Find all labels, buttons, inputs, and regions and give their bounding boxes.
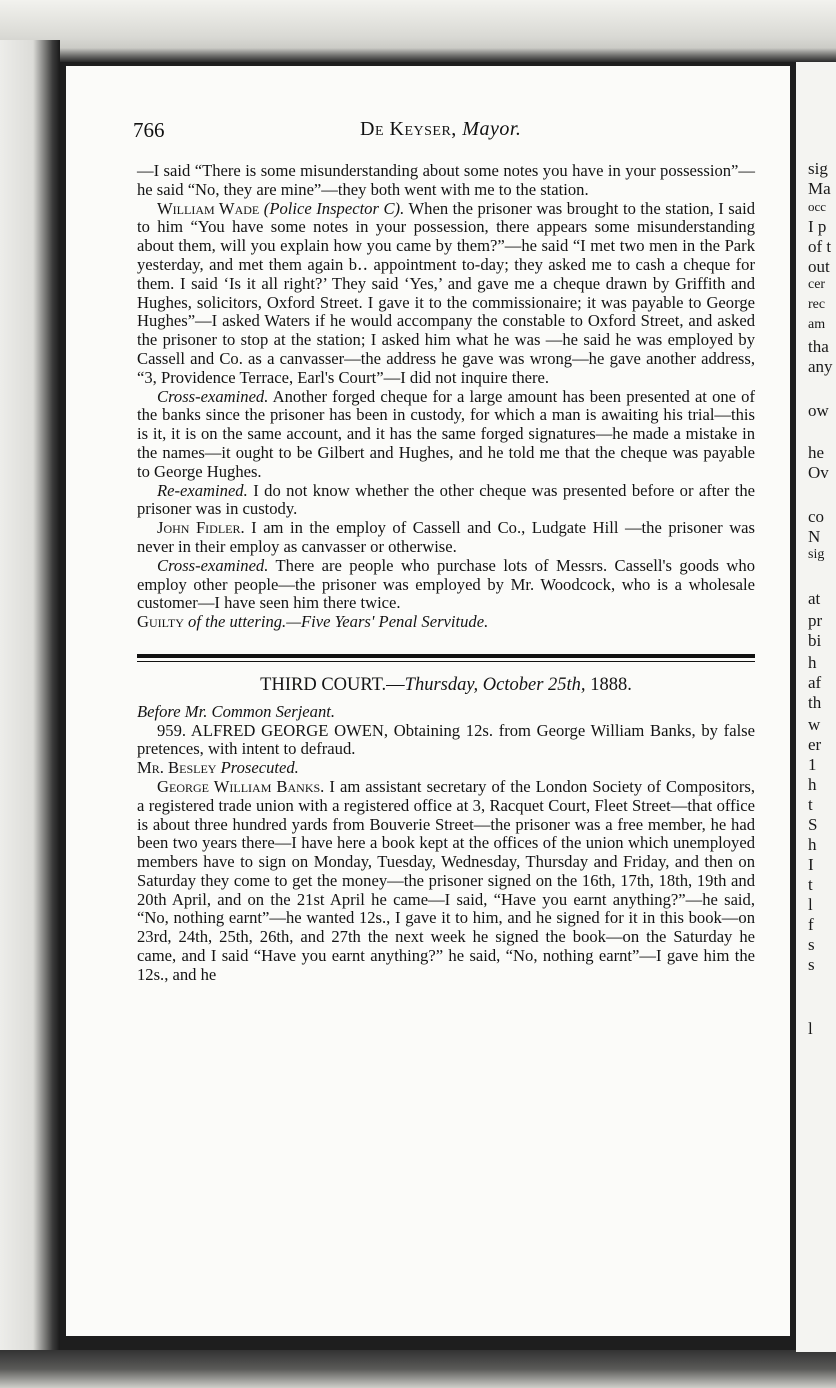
witness-name: William Wade	[157, 198, 260, 218]
adjacent-fragment: er	[808, 735, 822, 754]
running-head-name: De Keyser,	[360, 118, 457, 140]
testimony-text: When the prisoner was brought to the station, I said to him “You have some notes in your possession, there appears some misunderstanding about them, will you explain how you came by them?”—he said “I met two men in the Park yesterday, and met them again b‥ appointment to-day; they asked me to cash a cheque for them. I said ‘Is it all right?’ They said ‘Yes,’ and gave me a cheque drawn by Griffith and Hughes, solicitors, Oxford Street. I gave it to the commissionaire; it was payable to George Hughes”—I asked Waters if he would accompany the constable to Oxford Street, and asked the prisoner to stop at the station; I asked him what he was —he said he was employed by Cassell and Co. as a canvasser—the address he gave was wrong—he gave another address, “3, Providence Terrace, Earl's Court”—I did not inquire there.	[137, 198, 755, 387]
testimony-text: There are people who purchase lots of Messrs. Cassell's goods who employ other people—the prisoner was employed by Mr. Woodcock, who is a wholesale customer—I have seen him there twice.	[137, 555, 755, 613]
adjacent-fragment: h	[808, 775, 817, 794]
examination-label: Re-examined.	[157, 480, 248, 500]
case-number: 959.	[157, 720, 187, 740]
adjacent-fragment: I p	[808, 217, 827, 236]
adjacent-fragment: rec	[808, 297, 826, 312]
adjacent-fragment: 1	[808, 755, 817, 774]
testimony-paragraph	[137, 200, 755, 388]
adjacent-fragment: co	[808, 507, 825, 526]
case-heading	[137, 722, 755, 760]
testimony-paragraph	[137, 519, 755, 557]
adjacent-fragment: any	[808, 357, 833, 376]
testimony-paragraph	[137, 557, 755, 613]
running-head-title: Mayor.	[462, 118, 522, 140]
testimony-paragraph	[137, 482, 755, 520]
testimony-text: I am in the employ of Cassell and Co., Ludgate Hill —the prisoner was never in their employ as canvasser or otherwise.	[137, 518, 755, 556]
court-name: THIRD COURT.—	[260, 674, 405, 695]
witness-name: George William Banks.	[157, 776, 325, 796]
testimony-paragraph	[137, 388, 755, 482]
verdict	[137, 613, 755, 632]
adjacent-fragment: l	[808, 895, 813, 914]
adjacent-fragment: out	[808, 257, 830, 276]
examination-label: Cross-examined.	[157, 555, 269, 575]
testimony-text: Another forged cheque for a large amount has been presented at one of the banks since the prisoner has been in custody, for which a man is awaiting his trial—this is it, it is on the same account, and it has the same forged signatures—he made a mistake in the names—it ought to be Gilbert and Hughes, and he told me that the cheque was payable to George Hughes.	[137, 386, 756, 481]
adjacent-fragment: af	[808, 673, 822, 692]
scan-top-margin	[0, 0, 836, 62]
adjacent-fragment: at	[808, 589, 821, 608]
adjacent-fragment: bi	[808, 631, 822, 650]
page-number: 766	[133, 118, 165, 142]
scan-bottom-margin	[0, 1350, 836, 1388]
testimony-text: I am assistant secretary of the London Society of Compositors, a registered trade union with a registered office at 3, Racquet Court, Fleet Street—that office is about three hundred yards from Bouverie Street—the prisoner was a free member, he had been two years there—I have here a book kept at the offices of the union which unemployed members have to sign on Monday, Tuesday, Wednesday, Thursday and Friday, and then on Saturday they come to get the money—the prisoner signed on the 16th, 17th, 18th, 19th and 20th April, and on the 21st April he came—I said, “Have you earnt anything?”—he said, “No, nothing earnt”—he wanted 12s., I gave it to him, and he signed for it in this book—on 23rd, 24th, 25th, 26th, and 27th the next week he signed the book—on the Saturday he came, and I said “Have you earnt anything?” he said, “No, nothing earnt”—I gave him the 12s., and he	[137, 776, 756, 984]
counsel-line	[137, 759, 755, 778]
adjacent-fragment: Ma	[808, 179, 831, 198]
adjacent-fragment: l	[808, 1019, 813, 1038]
counsel-role: Prosecuted.	[220, 758, 299, 778]
adjacent-fragment: s	[808, 955, 815, 974]
counsel-name: Mr. Besley	[137, 758, 217, 778]
court-year: 1888.	[590, 674, 632, 695]
case-description: ALFRED GEORGE OWEN, Obtaining 12s. from George William Banks, by false pretences, with intent to defraud.	[137, 720, 755, 759]
adjacent-fragment: f	[808, 915, 814, 934]
verdict-word: Guilty	[137, 612, 184, 632]
witness-role: (Police Inspector C).	[263, 198, 405, 218]
adjacent-fragment: Ov	[808, 463, 829, 482]
adjacent-fragment: occ	[808, 199, 827, 214]
adjacent-fragment: S	[808, 815, 818, 834]
judge-line: Before Mr. Common Serjeant.	[137, 701, 336, 721]
witness-name: John Fidler.	[157, 518, 245, 538]
adjacent-fragment: s	[808, 935, 815, 954]
examination-label: Cross-examined.	[157, 386, 269, 406]
testimony-text: I do not know whether the other cheque was presented before or after the prisoner was in custody.	[137, 480, 755, 519]
divider-thick-rule	[137, 654, 755, 658]
page-header	[0, 118, 836, 146]
running-head	[360, 118, 521, 141]
adjacent-fragment: he	[808, 443, 825, 462]
adjacent-fragment: am	[808, 317, 826, 332]
page-body	[137, 162, 755, 985]
adjacent-fragment: w	[808, 715, 821, 734]
testimony-paragraph	[137, 778, 755, 985]
adjacent-fragment: I	[808, 855, 814, 874]
adjacent-fragment: sig	[808, 159, 828, 178]
scan-left-margin	[0, 40, 60, 1360]
adjacent-fragment: ow	[808, 401, 829, 420]
adjacent-fragment: h	[808, 653, 817, 672]
court-heading	[137, 676, 755, 695]
adjacent-fragment: cer	[808, 277, 826, 292]
adjacent-fragment: th	[808, 693, 822, 712]
adjacent-fragment: t	[808, 795, 813, 814]
adjacent-fragment: t	[808, 875, 813, 894]
divider-thin-rule	[137, 661, 755, 662]
adjacent-page-edge	[796, 62, 836, 1352]
section-divider	[137, 654, 755, 662]
court-date: Thursday, October 25th,	[404, 674, 586, 695]
verdict-sentence: of the uttering.—Five Years' Penal Servitude.	[188, 612, 489, 632]
adjacent-fragment: sig	[808, 547, 825, 562]
adjacent-fragment: h	[808, 835, 817, 854]
adjacent-fragment: N	[808, 527, 821, 546]
adjacent-fragment: of t	[808, 237, 832, 256]
adjacent-fragment: tha	[808, 337, 829, 356]
adjacent-fragment: pr	[808, 611, 823, 630]
testimony-paragraph: —I said “There is some misunderstanding about some notes you have in your possession”—he said “No, they are mine”—they both went with me to the station.	[137, 161, 755, 199]
